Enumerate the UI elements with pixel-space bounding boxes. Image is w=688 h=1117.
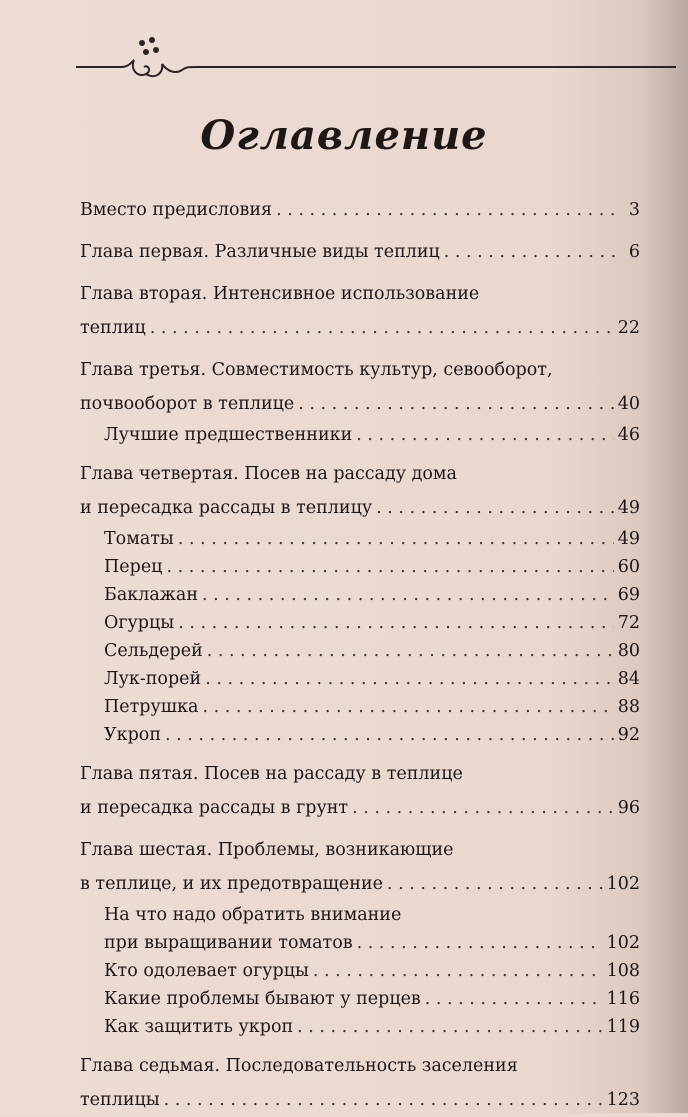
toc-page-number: 60	[617, 557, 640, 577]
dot-leader	[298, 387, 613, 421]
dot-leader	[150, 311, 614, 345]
toc-page-number: 72	[617, 613, 640, 633]
toc-subsection-entry[interactable]	[80, 553, 640, 581]
toc-entry-text: и пересадка рассады в грунт	[80, 798, 349, 818]
toc-subsection-entry[interactable]	[80, 421, 640, 449]
toc-entry-text: Укроп	[104, 725, 161, 745]
toc-page-number: 6	[628, 242, 640, 262]
toc-entry-text: Петрушка	[104, 697, 199, 717]
toc-entry-text: Вместо предисловия	[80, 200, 273, 220]
dot-leader	[165, 721, 614, 749]
toc-page-number: 92	[617, 725, 640, 745]
dot-leader	[444, 235, 616, 269]
toc-chapter-entry[interactable]	[80, 457, 640, 525]
toc-chapter-entry[interactable]	[80, 833, 640, 901]
toc-entry-text: Глава четвертая. Посев на рассаду дома	[80, 464, 457, 484]
dot-leader	[425, 985, 603, 1013]
toc-page-number: 108	[606, 961, 640, 981]
toc-subsection-entry[interactable]	[80, 901, 640, 957]
toc-page-number: 119	[606, 1017, 640, 1037]
toc-entry-text: Перец	[104, 557, 163, 577]
toc-page-number: 96	[617, 798, 640, 818]
toc-entry-text: На что надо обратить внимание	[104, 905, 402, 925]
entry-gap	[80, 269, 640, 277]
dot-leader	[202, 581, 614, 609]
toc-entry-text: теплицы	[80, 1090, 160, 1110]
toc-entry-text: Томаты	[104, 529, 174, 549]
toc-entry-text: Огурцы	[104, 613, 175, 633]
dot-leader	[313, 957, 603, 985]
toc-entry-text: Лучшие предшественники	[104, 425, 353, 445]
toc-subsection-entry[interactable]	[80, 609, 640, 637]
toc-entry-text: Глава седьмая. Последовательность заселения	[80, 1056, 518, 1076]
toc-entry-text: и пересадка рассады в теплицу	[80, 498, 373, 518]
dot-leader	[356, 421, 613, 449]
dot-leader	[352, 791, 614, 825]
toc-subsection-entry[interactable]	[80, 525, 640, 553]
toc-subsection-entry[interactable]	[80, 985, 640, 1013]
toc-chapter-entry[interactable]	[80, 353, 640, 421]
toc-page-number: 88	[617, 697, 640, 717]
table-of-contents	[80, 193, 640, 1117]
toc-chapter-entry[interactable]	[80, 757, 640, 825]
toc-entry-text: теплиц	[80, 318, 146, 338]
toc-page-number: 46	[617, 425, 640, 445]
toc-entry-text: Глава пятая. Посев на рассаду в теплице	[80, 764, 463, 784]
dot-leader	[376, 491, 614, 525]
toc-page-number: 49	[617, 529, 640, 549]
toc-subsection-entry[interactable]	[80, 1013, 640, 1041]
ornament-flourish-icon	[76, 30, 676, 90]
toc-chapter-entry[interactable]	[80, 1049, 640, 1117]
toc-subsection-entry[interactable]	[80, 957, 640, 985]
toc-entry-text: Сельдерей	[104, 641, 203, 661]
toc-page-number: 102	[606, 874, 640, 894]
dot-leader	[357, 929, 603, 957]
dot-leader	[207, 637, 614, 665]
toc-page-number: 123	[606, 1090, 640, 1110]
toc-subsection-entry[interactable]	[80, 581, 640, 609]
toc-page-number: 116	[606, 989, 640, 1009]
toc-entry-text: Глава первая. Различные виды теплиц	[80, 242, 440, 262]
toc-chapter-entry[interactable]	[80, 235, 640, 269]
entry-gap	[80, 449, 640, 457]
toc-entry-text: Глава шестая. Проблемы, возникающие	[80, 840, 454, 860]
toc-entry-text: почвооборот в теплице	[80, 394, 295, 414]
toc-page-number: 69	[617, 585, 640, 605]
toc-entry-text: Глава третья. Совместимость культур, севооборот,	[80, 360, 553, 380]
dot-leader	[276, 193, 616, 227]
toc-page-number: 22	[617, 318, 640, 338]
dot-leader	[387, 867, 603, 901]
toc-entry-text: Кто одолевает огурцы	[104, 961, 309, 981]
dot-leader	[166, 553, 613, 581]
toc-page-number: 80	[617, 641, 640, 661]
toc-chapter-entry[interactable]	[80, 193, 640, 227]
toc-page-number: 49	[617, 498, 640, 518]
dot-leader	[178, 525, 614, 553]
dot-leader	[202, 693, 613, 721]
toc-subsection-entry[interactable]	[80, 693, 640, 721]
toc-entry-text: Как защитить укроп	[104, 1017, 294, 1037]
toc-entry-text: при выращивании томатов	[104, 933, 353, 953]
entry-gap	[80, 825, 640, 833]
page-title: Оглавление	[200, 112, 488, 159]
entry-gap	[80, 227, 640, 235]
toc-entry-text: Баклажан	[104, 585, 198, 605]
toc-entry-text: Какие проблемы бывают у перцев	[104, 989, 421, 1009]
dot-leader	[297, 1013, 602, 1041]
toc-subsection-entry[interactable]	[80, 665, 640, 693]
toc-page-number: 40	[617, 394, 640, 414]
entry-gap	[80, 749, 640, 757]
dot-leader	[164, 1083, 603, 1117]
toc-entry-text: Глава вторая. Интенсивное использование	[80, 284, 480, 304]
toc-subsection-entry[interactable]	[80, 721, 640, 749]
toc-entry-text: в теплице, и их предотвращение	[80, 874, 383, 894]
toc-chapter-entry[interactable]	[80, 277, 640, 345]
entry-gap	[80, 345, 640, 353]
toc-page-number: 84	[617, 669, 640, 689]
toc-page-number: 102	[606, 933, 640, 953]
toc-subsection-entry[interactable]	[80, 637, 640, 665]
toc-page-number: 3	[628, 200, 640, 220]
dot-leader	[205, 665, 614, 693]
toc-entry-text: Лук-порей	[104, 669, 202, 689]
dot-leader	[178, 609, 614, 637]
entry-gap	[80, 1041, 640, 1049]
